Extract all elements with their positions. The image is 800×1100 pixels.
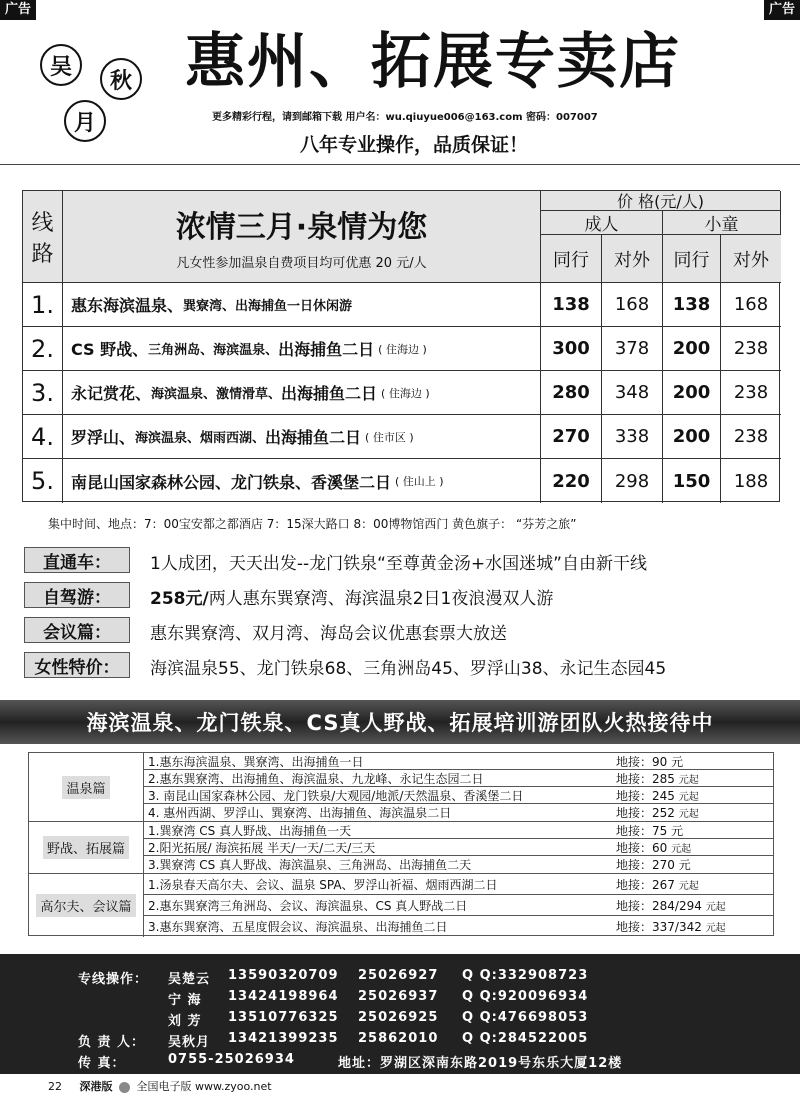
price-header: 价 格(元/人) — [541, 191, 781, 211]
adult-public-header: 对外 — [602, 235, 663, 283]
tour-desc: 3.巽寮湾 CS 真人野战、海滨温泉、三角洲岛、出海捕鱼二天 — [148, 858, 472, 872]
route-col-char-1: 线 — [31, 210, 54, 236]
category-golf-meeting — [29, 874, 144, 937]
label-self-drive: 自驾游： — [24, 582, 130, 608]
route-price-table — [22, 190, 780, 502]
adult-public-price: 338 — [602, 415, 663, 459]
tour-price-unit: 元起 — [678, 880, 699, 892]
contact-footer — [0, 954, 800, 1074]
edition-label: 深港版 — [79, 1080, 113, 1093]
child-public-price: 238 — [721, 415, 781, 459]
adult-public-price: 378 — [602, 327, 663, 371]
ops-label: 专线操作： — [78, 972, 149, 987]
stamp-wu: 吴 — [40, 44, 82, 86]
table-heading: 浓情三月·泉情为您 — [175, 210, 428, 245]
adult-header: 成人 — [541, 211, 663, 235]
tour-price-unit: 元起 — [705, 923, 726, 934]
list-item — [144, 916, 774, 937]
contact-name: 宁 海 — [168, 993, 202, 1008]
self-drive-desc: 两人惠东巽寮湾、海滨温泉2日1夜浪漫双人游 — [208, 589, 554, 609]
list-item — [144, 753, 774, 770]
child-peer-header: 同行 — [663, 235, 721, 283]
category-field-training — [29, 822, 144, 874]
route-number: 1. — [23, 283, 63, 327]
header-divider — [0, 164, 800, 165]
label-meeting: 会议篇： — [24, 617, 130, 643]
route-name — [63, 283, 541, 327]
contact-qq: Q Q:920096934 — [462, 989, 589, 1004]
child-public-price: 238 — [721, 371, 781, 415]
child-peer-price: 138 — [663, 283, 721, 327]
route-name-part: 出海捕鱼二日 — [265, 428, 362, 447]
route-name-part: CS 野战、 — [71, 340, 149, 359]
tour-price — [612, 787, 699, 804]
tour-price-value: 地接：337/342 — [616, 920, 702, 934]
contact-mobile: 13590320709 — [228, 968, 339, 983]
meeting-text: 惠东巽寮湾、双月湾、海岛会议优惠套票大放送 — [150, 624, 507, 644]
tour-price-value: 地接：245 — [616, 788, 675, 803]
tour-price — [612, 897, 726, 914]
self-drive-text — [150, 584, 553, 609]
route-name — [63, 459, 541, 503]
tour-price — [612, 822, 683, 839]
tour-price-value: 地接：75 元 — [616, 823, 684, 838]
contact-name: 刘 芳 — [168, 1014, 202, 1029]
download-info: 更多精彩行程，请到邮箱下载 用户名：wu.qiuyue006@163.com 密码：007007 — [212, 112, 598, 123]
contact-name: 吴楚云 — [168, 972, 211, 987]
child-peer-price: 200 — [663, 371, 721, 415]
route-name-part: 海滨温泉、烟雨西湖、 — [135, 431, 266, 446]
list-item — [144, 839, 774, 856]
adult-peer-price: 270 — [541, 415, 602, 459]
category-label: 高尔夫、会议篇 — [36, 894, 135, 917]
route-number: 4. — [23, 415, 63, 459]
tour-price-unit: 元起 — [671, 843, 692, 855]
tour-price-value: 地接：270 元 — [616, 858, 691, 872]
child-public-header: 对外 — [721, 235, 781, 283]
route-number: 2. — [23, 327, 63, 371]
tour-price-unit: 元起 — [678, 774, 699, 786]
child-public-price: 188 — [733, 470, 769, 492]
women-special-text: 海滨温泉55、龙门铁泉68、三角洲岛45、罗浮山38、永记生态园45 — [150, 659, 667, 679]
local-tour-table — [28, 752, 774, 936]
tour-desc: 1.惠东海滨温泉、巽寮湾、出海捕鱼一日 — [148, 754, 364, 769]
tour-price-value: 地接：267 — [616, 877, 675, 892]
gathering-info: 集中时间、地点：7：00宝安都之都酒店 7：15深大路口 8：00博物馆西门 黄色旗子： “芬芳之旅” — [48, 517, 577, 531]
list-item — [144, 895, 774, 916]
route-name — [63, 371, 541, 415]
table-heading-cell — [63, 191, 541, 283]
globe-icon — [119, 1082, 130, 1093]
route-name-part: 罗浮山、 — [71, 428, 136, 447]
child-peer-price: 150 — [663, 459, 721, 503]
child-peer-price: 200 — [663, 327, 721, 371]
child-public-price: 238 — [721, 327, 781, 371]
child-header: 小童 — [663, 211, 781, 235]
tour-price — [612, 770, 699, 787]
category-label: 温泉篇 — [62, 776, 109, 799]
tour-desc: 3. 南昆山国家森林公园、龙门铁泉/大观园/地派/天然温泉、香溪堡二日 — [148, 788, 524, 803]
tour-price — [612, 839, 691, 856]
tour-desc: 3.惠东巽寮湾、五星度假会议、海滨温泉、出海捕鱼二日 — [148, 920, 448, 934]
office-address: 地址：罗湖区深南东路2019号东乐大厦12楼 — [338, 1056, 623, 1071]
contact-qq: Q Q:476698053 — [462, 1010, 589, 1025]
page-title: 惠州、拓展专卖店 — [185, 27, 681, 97]
tour-price-value: 地接：284/294 — [616, 898, 702, 913]
tour-price-unit: 元起 — [705, 901, 726, 913]
tour-price — [612, 753, 683, 770]
list-item — [144, 856, 774, 874]
list-item — [144, 770, 774, 787]
tour-price-value: 地接：285 — [616, 771, 675, 786]
route-name-part: 永记赏花、 — [71, 384, 152, 403]
contact-mobile: 13510776325 — [228, 1010, 339, 1025]
web-address: 全国电子版 www.zyoo.net — [136, 1080, 272, 1093]
tour-price-value: 地接：90 元 — [616, 754, 684, 769]
stamp-qiu: 秋 — [100, 58, 142, 100]
list-item — [144, 787, 774, 804]
route-stay-note: ( 住海边 ) — [378, 342, 427, 356]
manager-tel: 25862010 — [358, 1031, 439, 1046]
adult-public-price: 298 — [602, 459, 663, 503]
route-stay-note: ( 住山上 ) — [395, 475, 444, 488]
promo-banner: 海滨温泉、龙门铁泉、CS真人野战、拓展培训游团队火热接待中 — [0, 700, 800, 744]
tour-price — [612, 804, 699, 821]
manager-label: 负 责 人： — [78, 1035, 146, 1050]
tour-desc: 1.巽寮湾 CS 真人野战、出海捕鱼一天 — [148, 823, 352, 838]
contact-mobile: 13424198964 — [228, 989, 339, 1004]
route-name-part: 出海捕鱼二日 — [278, 340, 375, 359]
route-name-part: 海滨温泉、激情滑草、 — [151, 387, 282, 402]
self-drive-price: 258元/ — [150, 589, 209, 609]
tour-price-value: 地接：252 — [616, 806, 675, 820]
route-number: 5. — [23, 459, 63, 503]
route-name — [63, 327, 541, 371]
tour-desc: 2.惠东巽寮湾三角洲岛、会议、海滨温泉、CS 真人野战二日 — [148, 898, 468, 913]
route-col-char-2: 路 — [31, 241, 54, 267]
adult-peer-price: 138 — [541, 283, 602, 327]
tour-price-unit: 元起 — [678, 809, 699, 820]
route-name-part: 巽寮湾、出海捕鱼一日休闲游 — [183, 299, 353, 314]
contact-tel: 25026937 — [358, 989, 439, 1004]
contact-qq: Q Q:332908723 — [462, 968, 589, 983]
manager-qq: Q Q:284522005 — [462, 1031, 589, 1046]
tour-desc: 2.阳光拓展/ 海滨拓展 半天/一天/二天/三天 — [148, 840, 376, 855]
adult-peer-header: 同行 — [541, 235, 602, 283]
manager-name: 吴秋月 — [168, 1035, 211, 1050]
tour-price — [612, 856, 691, 873]
stamp-yue: 月 — [64, 100, 106, 142]
route-name-part: 惠东海滨温泉、 — [71, 296, 184, 315]
route-number: 3. — [23, 371, 63, 415]
route-col-header — [23, 191, 63, 283]
adult-public-price: 348 — [602, 371, 663, 415]
label-women-special: 女性特价： — [24, 652, 130, 678]
slogan: 八年专业操作，品质保证！ — [300, 134, 529, 156]
route-name-part: 三角洲岛、海滨温泉、 — [148, 343, 279, 358]
route-name-part: 南昆山国家森林公园、龙门铁泉、香溪堡二日 — [71, 472, 392, 492]
manager-mobile: 13421399235 — [228, 1031, 339, 1046]
page-number: 22 — [48, 1080, 62, 1093]
route-stay-note: ( 住海边 ) — [381, 386, 430, 400]
label-direct-bus: 直通车： — [24, 547, 130, 573]
list-item — [144, 822, 774, 839]
page-bar — [0, 1078, 800, 1094]
tour-desc: 1.汤泉春天高尔夫、会议、温泉 SPA、罗浮山祈福、烟雨西湖二日 — [148, 877, 498, 892]
category-hot-spring — [29, 753, 144, 822]
direct-bus-text: 1人成团，天天出发--龙门铁泉“至尊黄金汤+水国迷城”自由新干线 — [150, 554, 647, 574]
adult-public-price: 168 — [602, 283, 663, 327]
fax-number: 0755-25026934 — [168, 1052, 295, 1067]
tour-price-value: 地接：60 — [616, 840, 668, 855]
adult-peer-price: 300 — [541, 327, 602, 371]
child-public-price: 168 — [721, 283, 781, 327]
list-item — [144, 874, 774, 895]
adult-peer-price: 280 — [541, 371, 602, 415]
category-label: 野战、拓展篇 — [43, 836, 129, 859]
table-subheading: 凡女性参加温泉自费项目均可优惠 20 元/人 — [176, 256, 427, 271]
contact-tel: 25026925 — [358, 1010, 439, 1025]
tour-price-unit: 元起 — [678, 791, 699, 803]
tour-desc: 4. 惠州西湖、罗浮山、巽寮湾、出海捕鱼、海滨温泉二日 — [148, 806, 452, 820]
contact-tel: 25026927 — [358, 968, 439, 983]
route-stay-note: ( 住市区 ) — [365, 430, 414, 444]
tour-price — [612, 876, 699, 893]
list-item — [144, 804, 774, 822]
ad-tag-left: 广告 — [0, 0, 36, 20]
route-name-part: 出海捕鱼二日 — [281, 384, 378, 403]
tour-desc: 2.惠东巽寮湾、出海捕鱼、海滨温泉、九龙峰、永记生态园二日 — [148, 771, 484, 786]
child-peer-price: 200 — [663, 415, 721, 459]
route-name — [63, 415, 541, 459]
adult-peer-price: 220 — [541, 459, 602, 503]
fax-label: 传 真： — [78, 1056, 126, 1071]
ad-tag-right: 广告 — [764, 0, 800, 20]
tour-price — [612, 918, 726, 935]
